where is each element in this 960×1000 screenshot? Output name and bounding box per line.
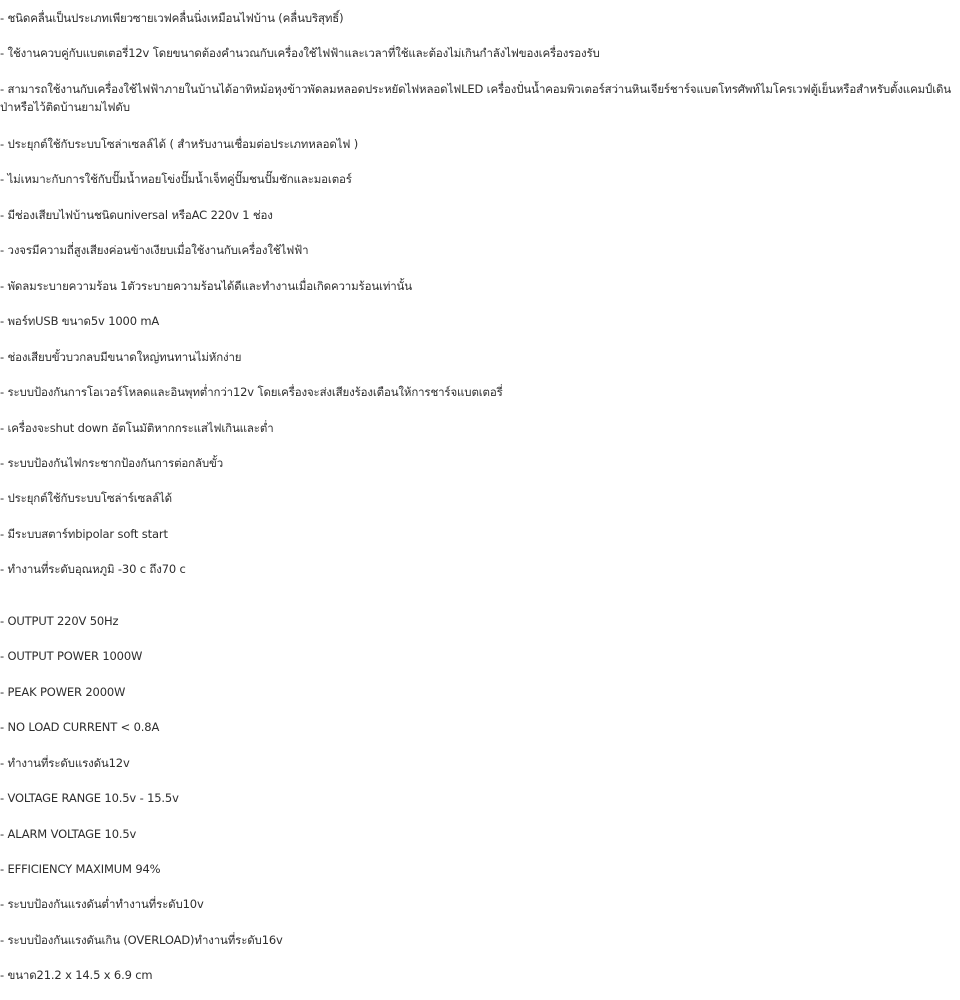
spec-line-dimensions: - ขนาด21.2 x 14.5 x 6.9 cm [0, 968, 153, 982]
spec-line-voltage-range: - VOLTAGE RANGE 10.5v - 15.5v [0, 791, 179, 805]
spec-line-alarm-voltage: - ALARM VOLTAGE 10.5v [0, 827, 137, 841]
feature-line-surge: - ระบบป้องกันไฟกระชากป้องกันการต่อกลับขั้ว [0, 456, 224, 470]
feature-line-shutdown: - เครื่องจะshut down อัตโนมัติหากกระแสไฟเกินและต่ำ [0, 421, 274, 435]
feature-line-solar-lamp: - ประยุกต์ใช้กับระบบโซล่าเซลล์ได้ ( สำหรับงานเชื่อมต่อประเภทหลอดไฟ ) [0, 137, 359, 151]
spec-line-low-voltage: - ระบบป้องกันแรงดันต่ำทำงานที่ระดับ10v [0, 897, 204, 911]
feature-line-soft-start: - มีระบบสตาร์ทbipolar soft start [0, 527, 168, 541]
spec-line-no-load-current: - NO LOAD CURRENT < 0.8A [0, 720, 160, 734]
spec-line-output-power: - OUTPUT POWER 1000W [0, 649, 143, 663]
spec-line-over-voltage: - ระบบป้องกันแรงดันเกิน (OVERLOAD)ทำงานที่ระดับ16v [0, 933, 283, 947]
spec-line-voltage: - ทำงานที่ระดับแรงดัน12v [0, 756, 130, 770]
feature-line-quiet: - วงจรมีความถี่สูงเสียงค่อนข้างเงียบเมื่อใช้งานกับเครื่องใช้ไฟฟ้า [0, 243, 309, 257]
feature-line-wave-type: - ชนิดคลื่นเป็นประเภทเพียวซายเวฟคลื่นนิ่งเหมือนไฟบ้าน (คลื่นบริสุทธิ์) [0, 11, 344, 25]
feature-line-usb: - พอร์ทUSB ขนาด5v 1000 mA [0, 314, 160, 328]
spec-line-output: - OUTPUT 220V 50Hz [0, 614, 119, 628]
feature-line-overload: - ระบบป้องกันการโอเวอร์โหลดและอินพุทต่ำกว่า12v โดยเครื่องจะส่งเสียงร้องเตือนให้การชาร์จแบตเตอรี่ [0, 385, 503, 399]
spec-line-peak-power: - PEAK POWER 2000W [0, 685, 126, 699]
feature-line-solar: - ประยุกต์ใช้กับระบบโซล่าร์เซลล์ได้ [0, 491, 172, 505]
spec-line-efficiency: - EFFICIENCY MAXIMUM 94% [0, 862, 161, 876]
feature-line-fan: - พัดลมระบายความร้อน 1ตัวระบายความร้อนได้ดีและทำงานเมื่อเกิดความร้อนเท่านั้น [0, 279, 412, 293]
feature-line-socket: - มีช่องเสียบไฟบ้านชนิดuniversal หรือAC 220v 1 ช่อง [0, 208, 273, 222]
feature-line-temperature: - ทำงานที่ระดับอุณหภูมิ -30 c ถึง70 c [0, 562, 186, 576]
feature-line-not-suitable: - ไม่เหมาะกับการใช้กับปั๊มน้ำหอยโข่งปั๊มน้ำเจ็ทคู่ปั๊มชนปั๊มชักและมอเตอร์ [0, 172, 352, 186]
feature-line-terminals: - ช่องเสียบขั้วบวกลบมีขนาดใหญ่ทนทานไม่หักง่าย [0, 350, 242, 364]
feature-line-appliances: - สามารถใช้งานกับเครื่องใช้ไฟฟ้าภายในบ้านได้อาทิหม้อหุงข้าวพัดลมหลอดประหยัดไฟหลอดไฟLED เครื่องปั่นน้ำคอมพิวเตอร์สว่านหินเจียร์ชาร์จแบตโทรศัพท์ไมโครเวฟตู้เย็นหรือสำหรับตั้งแคมป์เดินป่าหรือไว้ติดบ้านยามไฟดับ [0, 82, 952, 114]
feature-line-battery: - ใช้งานควบคู่กับแบตเตอรี่12v โดยขนาดต้องคำนวณกับเครื่องใช้ไฟฟ้าและเวลาที่ใช้และต้องไม่เกินกำลังไฟของเครื่องรองรับ [0, 46, 600, 60]
